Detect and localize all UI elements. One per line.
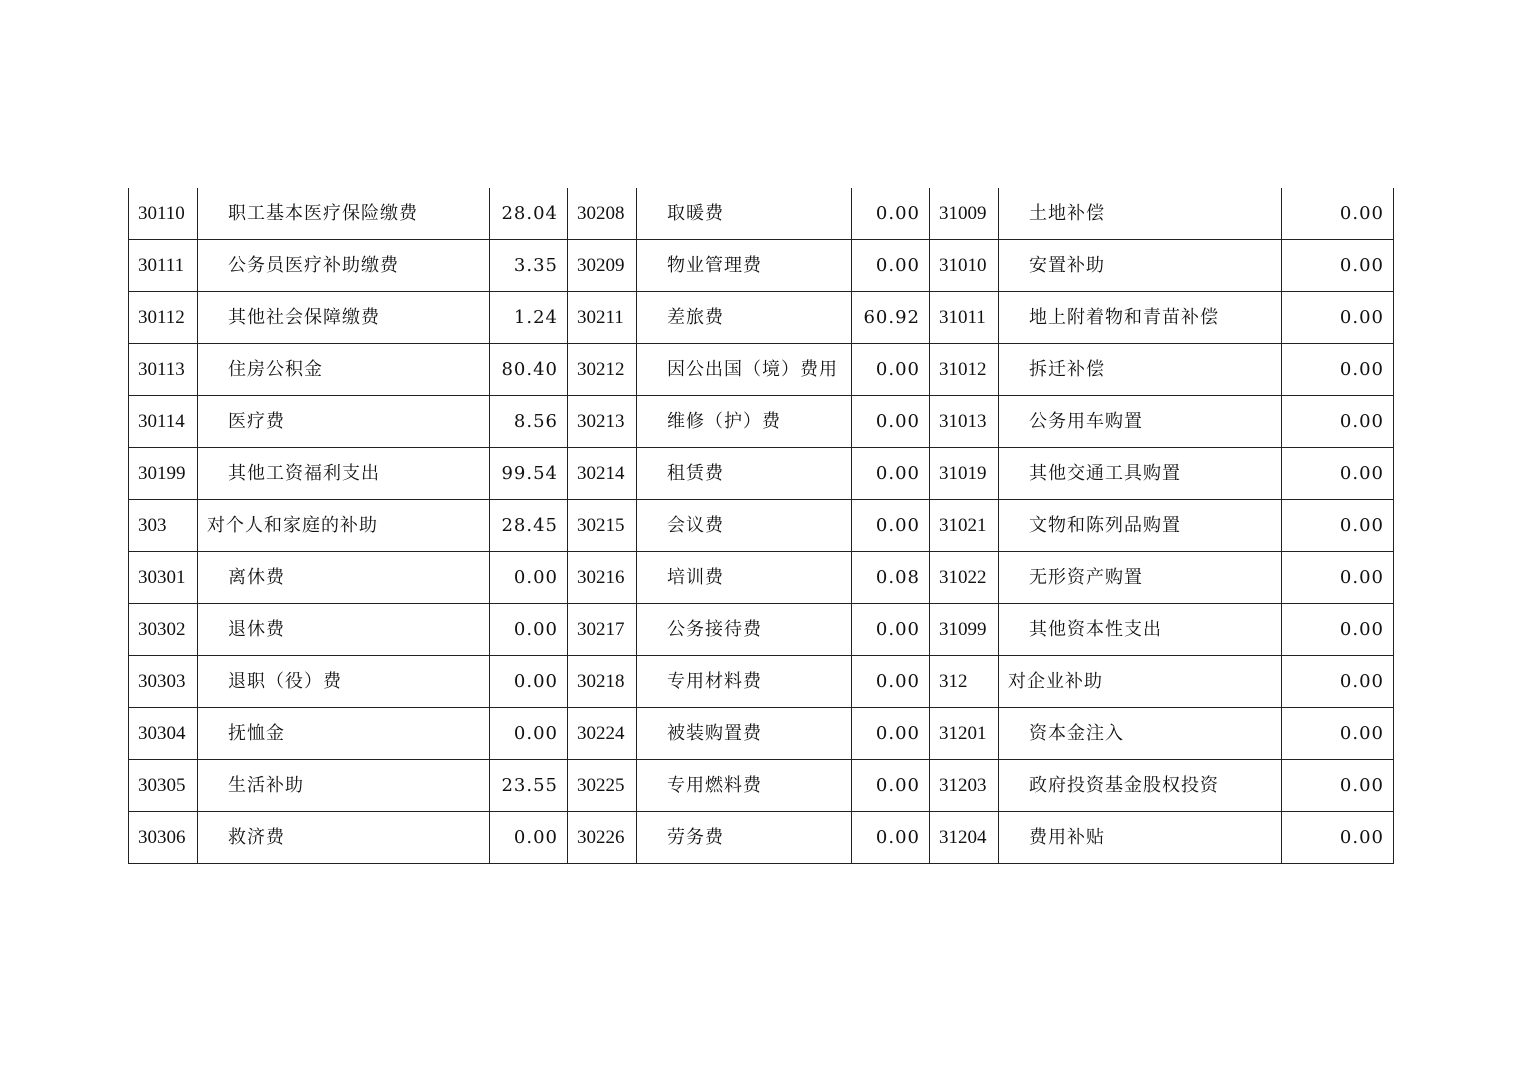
subject-name: 医疗费	[198, 396, 490, 448]
subject-code: 303	[129, 500, 198, 552]
subject-amount: 0.00	[1282, 604, 1394, 656]
subject-code: 30302	[129, 604, 198, 656]
subject-name: 其他资本性支出	[999, 604, 1282, 656]
table-row	[129, 240, 1394, 292]
subject-code: 30225	[568, 760, 637, 812]
subject-amount: 0.00	[1282, 760, 1394, 812]
subject-name: 退职（役）费	[198, 656, 490, 708]
subject-code: 30208	[568, 188, 637, 240]
subject-name: 离休费	[198, 552, 490, 604]
subject-amount: 0.00	[490, 656, 568, 708]
subject-amount: 60.92	[852, 292, 930, 344]
subject-amount: 80.40	[490, 344, 568, 396]
subject-amount: 0.00	[852, 500, 930, 552]
subject-name: 住房公积金	[198, 344, 490, 396]
table-row	[129, 760, 1394, 812]
subject-code: 30303	[129, 656, 198, 708]
subject-amount: 0.00	[1282, 344, 1394, 396]
subject-amount: 0.00	[490, 552, 568, 604]
subject-name: 被装购置费	[637, 708, 852, 760]
subject-name: 会议费	[637, 500, 852, 552]
subject-amount: 0.00	[1282, 396, 1394, 448]
subject-code: 31203	[930, 760, 999, 812]
subject-amount: 0.00	[1282, 448, 1394, 500]
subject-amount: 0.00	[1282, 500, 1394, 552]
subject-name: 地上附着物和青苗补偿	[999, 292, 1282, 344]
subject-name: 其他工资福利支出	[198, 448, 490, 500]
subject-code: 31010	[930, 240, 999, 292]
subject-amount: 0.00	[852, 396, 930, 448]
subject-name: 差旅费	[637, 292, 852, 344]
subject-name: 取暖费	[637, 188, 852, 240]
subject-name: 培训费	[637, 552, 852, 604]
subject-code: 30226	[568, 812, 637, 864]
subject-name: 劳务费	[637, 812, 852, 864]
subject-amount: 28.45	[490, 500, 568, 552]
subject-amount: 0.00	[1282, 656, 1394, 708]
table-row	[129, 812, 1394, 864]
subject-code: 30216	[568, 552, 637, 604]
subject-code: 31012	[930, 344, 999, 396]
subject-amount: 8.56	[490, 396, 568, 448]
subject-code: 30304	[129, 708, 198, 760]
subject-code: 31021	[930, 500, 999, 552]
subject-name: 公务用车购置	[999, 396, 1282, 448]
subject-amount: 0.00	[490, 604, 568, 656]
subject-name: 对个人和家庭的补助	[198, 500, 490, 552]
table-row	[129, 292, 1394, 344]
table-row	[129, 604, 1394, 656]
table-row	[129, 448, 1394, 500]
subject-amount: 0.00	[852, 656, 930, 708]
table-row	[129, 396, 1394, 448]
subject-amount: 0.00	[852, 708, 930, 760]
subject-code: 30110	[129, 188, 198, 240]
subject-code: 31099	[930, 604, 999, 656]
subject-code: 31204	[930, 812, 999, 864]
subject-amount: 0.00	[852, 344, 930, 396]
subject-code: 30113	[129, 344, 198, 396]
subject-code: 30215	[568, 500, 637, 552]
subject-code: 30217	[568, 604, 637, 656]
table-row	[129, 708, 1394, 760]
subject-amount: 0.00	[852, 448, 930, 500]
subject-amount: 0.00	[1282, 812, 1394, 864]
subject-amount: 0.00	[852, 760, 930, 812]
subject-code: 30211	[568, 292, 637, 344]
subject-name: 退休费	[198, 604, 490, 656]
subject-amount: 28.04	[490, 188, 568, 240]
subject-amount: 1.24	[490, 292, 568, 344]
subject-code: 30209	[568, 240, 637, 292]
subject-code: 31201	[930, 708, 999, 760]
subject-name: 公务接待费	[637, 604, 852, 656]
subject-name: 文物和陈列品购置	[999, 500, 1282, 552]
subject-name: 资本金注入	[999, 708, 1282, 760]
subject-code: 30213	[568, 396, 637, 448]
subject-code: 30305	[129, 760, 198, 812]
subject-code: 31011	[930, 292, 999, 344]
subject-amount: 0.00	[1282, 188, 1394, 240]
subject-name: 安置补助	[999, 240, 1282, 292]
subject-code: 31013	[930, 396, 999, 448]
subject-name: 职工基本医疗保险缴费	[198, 188, 490, 240]
subject-amount: 0.00	[490, 812, 568, 864]
table-row	[129, 552, 1394, 604]
table-row	[129, 500, 1394, 552]
subject-name: 拆迁补偿	[999, 344, 1282, 396]
subject-name: 因公出国（境）费用	[637, 344, 852, 396]
subject-amount: 0.08	[852, 552, 930, 604]
subject-name: 生活补助	[198, 760, 490, 812]
subject-code: 312	[930, 656, 999, 708]
table-row	[129, 344, 1394, 396]
subject-name: 无形资产购置	[999, 552, 1282, 604]
subject-name: 物业管理费	[637, 240, 852, 292]
subject-amount: 0.00	[1282, 292, 1394, 344]
subject-amount: 0.00	[852, 240, 930, 292]
subject-code: 31009	[930, 188, 999, 240]
subject-amount: 0.00	[1282, 552, 1394, 604]
subject-amount: 0.00	[852, 188, 930, 240]
subject-amount: 0.00	[1282, 708, 1394, 760]
subject-amount: 99.54	[490, 448, 568, 500]
subject-code: 30112	[129, 292, 198, 344]
subject-name: 专用材料费	[637, 656, 852, 708]
subject-code: 30111	[129, 240, 198, 292]
subject-amount: 0.00	[852, 604, 930, 656]
subject-name: 政府投资基金股权投资	[999, 760, 1282, 812]
subject-code: 31019	[930, 448, 999, 500]
budget-expenditure-table	[128, 188, 1394, 864]
subject-code: 30306	[129, 812, 198, 864]
subject-code: 30199	[129, 448, 198, 500]
subject-amount: 23.55	[490, 760, 568, 812]
subject-code: 31022	[930, 552, 999, 604]
subject-name: 对企业补助	[999, 656, 1282, 708]
subject-name: 租赁费	[637, 448, 852, 500]
subject-name: 公务员医疗补助缴费	[198, 240, 490, 292]
subject-name: 专用燃料费	[637, 760, 852, 812]
subject-name: 其他社会保障缴费	[198, 292, 490, 344]
table-row	[129, 656, 1394, 708]
subject-amount: 0.00	[1282, 240, 1394, 292]
subject-code: 30114	[129, 396, 198, 448]
subject-amount: 0.00	[490, 708, 568, 760]
subject-code: 30224	[568, 708, 637, 760]
subject-name: 土地补偿	[999, 188, 1282, 240]
subject-amount: 3.35	[490, 240, 568, 292]
subject-code: 30214	[568, 448, 637, 500]
subject-name: 救济费	[198, 812, 490, 864]
subject-code: 30212	[568, 344, 637, 396]
subject-code: 30301	[129, 552, 198, 604]
subject-name: 其他交通工具购置	[999, 448, 1282, 500]
subject-amount: 0.00	[852, 812, 930, 864]
subject-name: 抚恤金	[198, 708, 490, 760]
subject-code: 30218	[568, 656, 637, 708]
table-row	[129, 188, 1394, 240]
subject-name: 维修（护）费	[637, 396, 852, 448]
subject-name: 费用补贴	[999, 812, 1282, 864]
